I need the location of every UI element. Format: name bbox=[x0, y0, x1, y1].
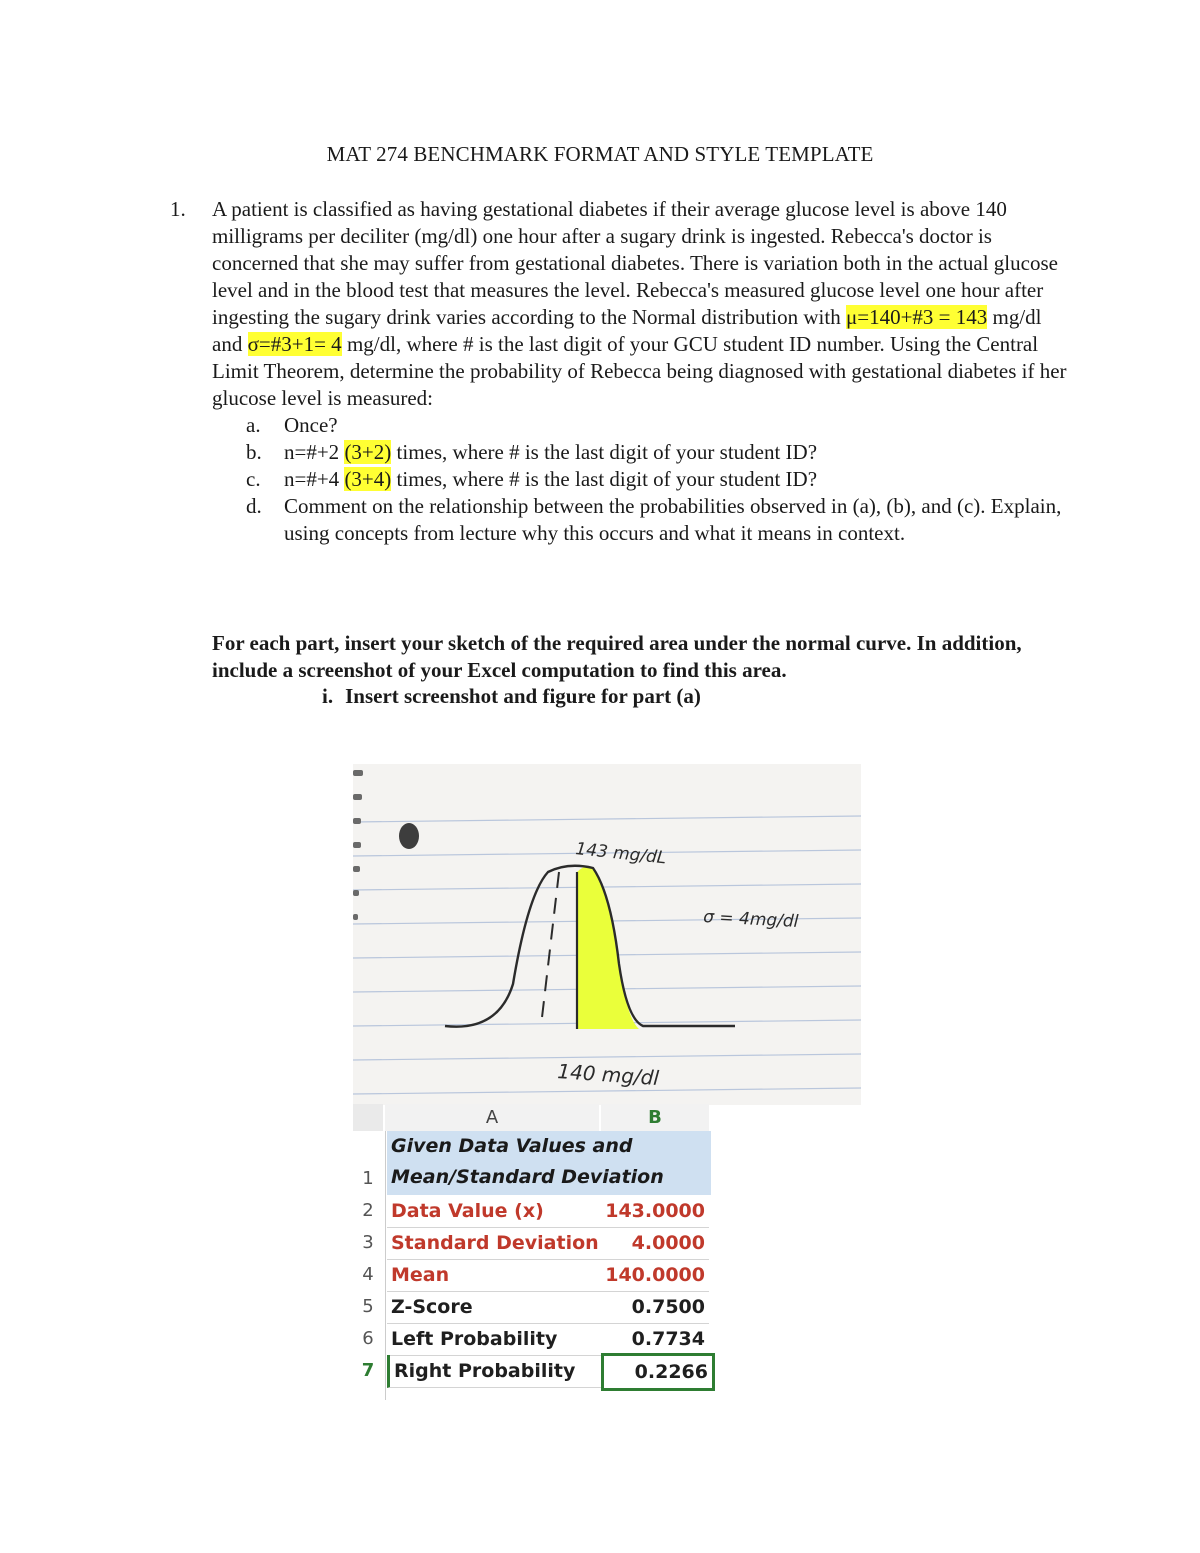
row-value: 4.0000 bbox=[601, 1227, 709, 1260]
part-text: Once? bbox=[284, 413, 338, 437]
shaded-area bbox=[577, 867, 639, 1029]
row-number: 1 bbox=[362, 1168, 374, 1189]
row-label: Data Value (x) bbox=[387, 1195, 601, 1228]
part-highlight: (3+2) bbox=[344, 440, 392, 464]
header-line-2: Mean/Standard Deviation bbox=[391, 1166, 664, 1188]
mean-dashed-line bbox=[541, 872, 559, 1026]
sketch-svg bbox=[353, 764, 861, 1105]
row-label: Right Probability bbox=[387, 1355, 604, 1388]
row-number: 3 bbox=[362, 1232, 374, 1253]
part-text-end: times, where # is the last digit of your student ID? bbox=[391, 440, 818, 464]
table-row bbox=[353, 1259, 723, 1291]
row-label: Z-Score bbox=[387, 1291, 601, 1324]
row-value: 0.7500 bbox=[601, 1291, 709, 1324]
part-text: n=#+2 bbox=[284, 440, 345, 464]
bottom-label: 140 mg/dl bbox=[556, 1059, 660, 1091]
table-row bbox=[353, 1163, 723, 1195]
row-value: 143.0000 bbox=[601, 1195, 709, 1228]
top-label: 143 mg/dL bbox=[574, 839, 668, 869]
question-body bbox=[212, 196, 1070, 547]
table-row bbox=[353, 1323, 723, 1355]
part-letter: a. bbox=[246, 413, 261, 437]
row-value: 0.7734 bbox=[601, 1323, 709, 1356]
column-header-a: A bbox=[385, 1104, 599, 1131]
binder-hole bbox=[399, 823, 419, 849]
table-row bbox=[353, 1195, 723, 1227]
part-b bbox=[212, 439, 1070, 466]
table-row bbox=[353, 1355, 723, 1387]
question-text bbox=[212, 196, 1070, 412]
sigma-label: σ = 4mg/dl bbox=[702, 907, 799, 932]
row-number: 7 bbox=[361, 1360, 375, 1381]
table-row bbox=[353, 1291, 723, 1323]
question-text-end: mg/dl, where # is the last digit of your GCU student ID number. Using the Central Limit Theorem, determine the probability of Rebecca being diagnosed with gestational diabetes if her glucose level is measured: bbox=[212, 332, 1067, 410]
column-header-b: B bbox=[601, 1104, 709, 1133]
normal-curve-sketch bbox=[353, 764, 861, 1105]
selected-cell-value: 0.2266 bbox=[601, 1353, 715, 1391]
instruction-text: For each part, insert your sketch of the required area under the normal curve. In addition, include a screenshot of your Excel computation to find this area. bbox=[212, 631, 1022, 682]
row-label: Mean bbox=[387, 1259, 601, 1292]
part-d bbox=[212, 493, 1070, 547]
part-c bbox=[212, 466, 1070, 493]
part-text: n=#+4 bbox=[284, 467, 345, 491]
sub-numeral: i. bbox=[322, 684, 334, 708]
part-a bbox=[212, 412, 1070, 439]
question-text-start: A patient is classified as having gestational diabetes if their average glucose level is above 140 milligrams per deciliter (mg/dl) one hour after a sugary drink is ingested. Rebecca's doctor is concerned that she may suffer from gestational diabetes. There is variation both in the actual glucose level and in the blood test that measures the level. Rebecca's measured glucose level one hour after ingesting the sugary drink varies according to the Normal distribution with bbox=[212, 197, 1058, 329]
spiral-holes bbox=[353, 770, 363, 920]
part-text-end: times, where # is the last digit of your student ID? bbox=[391, 467, 818, 491]
part-text: Comment on the relationship between the probabilities observed in (a), (b), and (c). Explain, using concepts from lecture why this occurs and what it means in context. bbox=[284, 494, 1062, 545]
row-number: 6 bbox=[362, 1328, 374, 1349]
row-label: Left Probability bbox=[387, 1323, 601, 1356]
part-letter: c. bbox=[246, 467, 261, 491]
part-letter: d. bbox=[246, 494, 262, 518]
row-number: 4 bbox=[362, 1264, 374, 1285]
sigma-highlight: σ=#3+1= 4 bbox=[247, 332, 342, 356]
question-number: 1. bbox=[170, 197, 186, 221]
row-number: 2 bbox=[362, 1200, 374, 1221]
header-line-1: Given Data Values and bbox=[391, 1135, 633, 1157]
question-text-mid: mg/dl and bbox=[212, 305, 1042, 356]
document-title: MAT 274 BENCHMARK FORMAT AND STYLE TEMPLATE bbox=[326, 142, 874, 166]
row-number: 5 bbox=[362, 1296, 374, 1317]
row-label: Standard Deviation bbox=[387, 1227, 601, 1260]
part-letter: b. bbox=[246, 440, 262, 464]
question-1 bbox=[170, 196, 1070, 547]
question-parts bbox=[212, 412, 1070, 547]
row-value: 140.0000 bbox=[601, 1259, 709, 1292]
excel-screenshot bbox=[353, 1104, 723, 1400]
table-row bbox=[353, 1227, 723, 1259]
part-highlight: (3+4) bbox=[344, 467, 392, 491]
sub-text: Insert screenshot and figure for part (a) bbox=[345, 684, 701, 708]
mu-highlight: μ=140+#3 = 143 bbox=[845, 305, 988, 329]
sub-heading-i bbox=[322, 684, 701, 709]
sheet-corner bbox=[353, 1104, 383, 1131]
